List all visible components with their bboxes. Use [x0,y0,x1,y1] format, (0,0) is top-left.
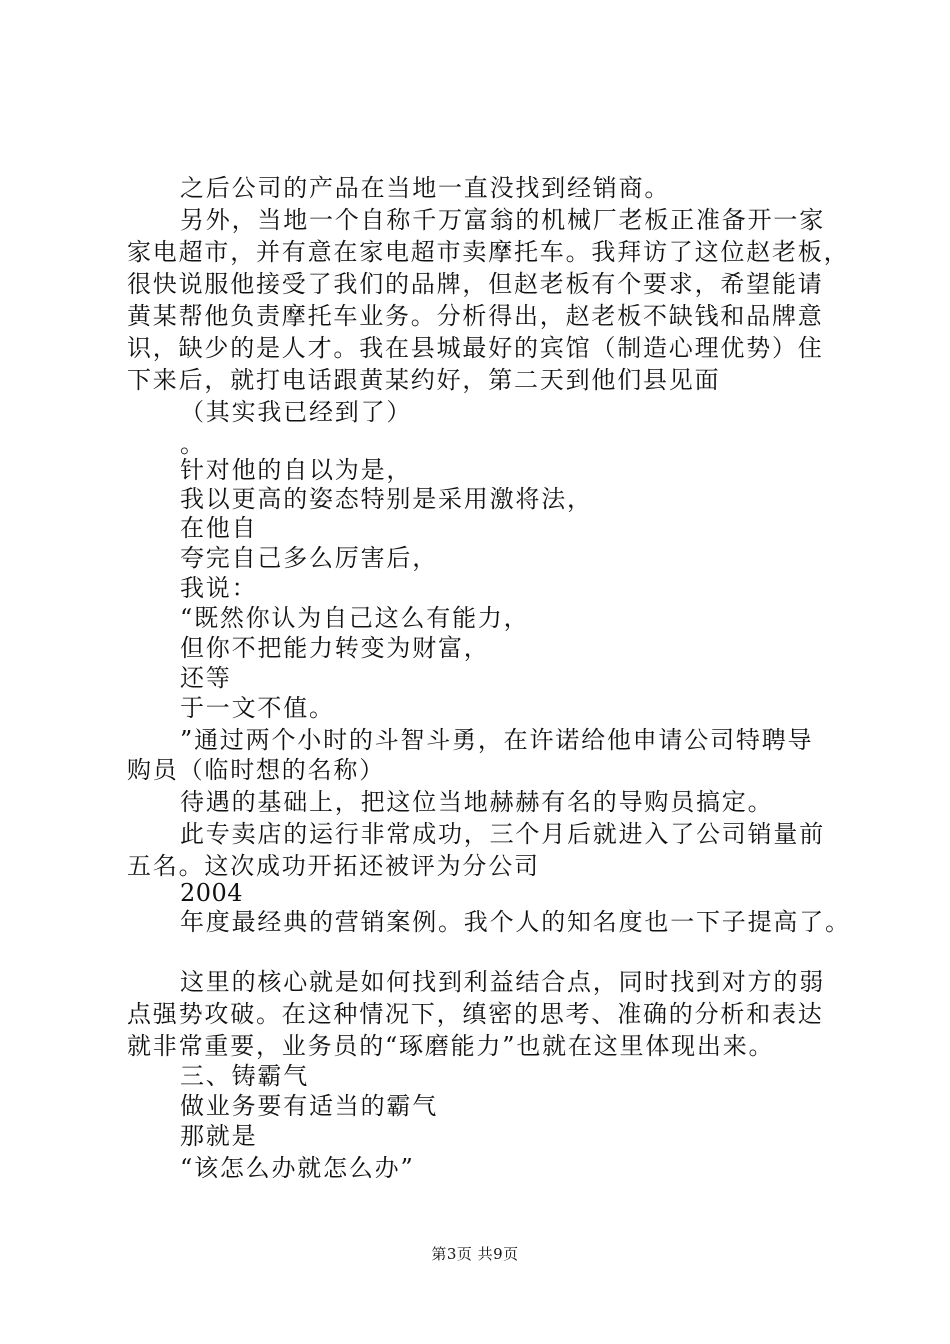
section-heading: 三、铸霸气 [180,1062,309,1090]
paragraph-line: （其实我已经到了） [180,398,413,426]
paragraph-line: 点强势攻破。在这种情况下，缜密的思考、准确的分析和表达 [127,1000,824,1028]
paragraph-line: ”通过两个小时的斗智斗勇，在许诺给他申请公司特聘导 [180,726,814,754]
paragraph-line: 。 [180,430,206,458]
paragraph-line: 识，缺少的是人才。我在县城最好的宾馆（制造心理优势）住 [127,334,824,362]
paragraph-line: “该怎么办就怎么办” [180,1154,415,1182]
paragraph-line: 另外，当地一个自称千万富翁的机械厂老板正准备开一家 [180,206,825,234]
paragraph-line: 很快说服他接受了我们的品牌，但赵老板有个要求，希望能请 [127,270,824,298]
paragraph-line: 五名。这次成功开拓还被评为分公司 [127,852,540,880]
paragraph-line: 之后公司的产品在当地一直没找到经销商。 [180,174,671,202]
paragraph-line: 还等 [180,664,232,692]
paragraph-line: 我以更高的姿态特别是采用激将法， [180,485,593,513]
paragraph-line: 下来后，就打电话跟黄某约好，第二天到他们县见面 [127,366,721,394]
paragraph-line: 购员（临时想的名称） [127,756,385,784]
paragraph-line: 我说： [180,574,258,602]
paragraph-line: “既然你认为自己这么有能力， [180,604,530,632]
paragraph-line: 黄某帮他负责摩托车业务。分析得出，赵老板不缺钱和品牌意 [127,302,824,330]
paragraph-line: 就非常重要，业务员的“琢磨能力”也就在这里体现出来。 [127,1032,775,1060]
page-number-footer: 第3页 共9页 [431,1245,519,1263]
paragraph-line: 待遇的基础上，把这位当地赫赫有名的导购员搞定。 [180,788,774,816]
paragraph-line: 此专卖店的运行非常成功，三个月后就进入了公司销量前 [180,820,825,848]
paragraph-line: 那就是 [180,1122,258,1150]
paragraph-line: 这里的核心就是如何找到利益结合点，同时找到对方的弱 [180,968,825,996]
paragraph-line: 夸完自己多么厉害后， [180,544,438,572]
paragraph-line: 针对他的自以为是， [180,456,413,484]
paragraph-line: 在他自 [180,514,258,542]
paragraph-line: 年度最经典的营销案例。我个人的知名度也一下子提高了。 [180,908,851,936]
paragraph-line: 做业务要有适当的霸气 [180,1092,438,1120]
paragraph-line: 但你不把能力转变为财富， [180,634,490,662]
paragraph-line: 于一文不值。 [180,694,335,722]
paragraph-line: 家电超市，并有意在家电超市卖摩托车。我拜访了这位赵老板， [127,238,850,266]
paragraph-line: 2004 [180,879,244,907]
